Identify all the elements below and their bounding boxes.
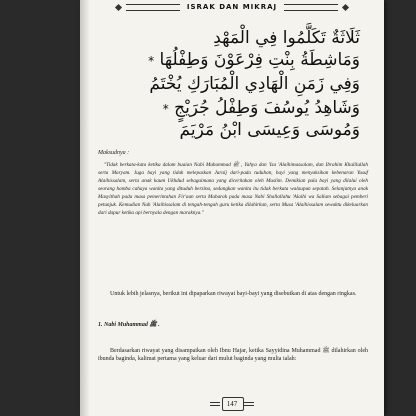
arabic-verse-text: ثَلَاثَةٌ تَكَلَّمُوا فِي الْمَهْدِ (213, 28, 360, 48)
ornament-diamond-right (342, 3, 349, 10)
arabic-verse-line-5 (110, 122, 360, 139)
translation-quote: "Tidak berkata-kata ketika dalam buaian Nabi Muhammad ﷺ , Yahya dan 'Isa 'Alaihimassalam, dan Ibrahim Khalilullah serta Maryam. Juga bayi yang tidak melepaskan Juraij dari-pada tuduhan, bayi yang menyaksikan kebenaran Yusuf Alaihissalam, serta anak kaum Ukhdud sebagaimana yang diceritakan oleh Muslim. Demikian pula bayi yang dilalui oleh seorang hamba cahaya wanita yang dituduh berzina, sedangkan wanita itu tidak berkata walaupun sepatah. Selanjutnya anak Masyithah pada masa pemerintahan Fir'aun serta Mubarak pada masa Nabi Shallallahu 'Alaihi wa Sallam sebagai pemberi petunjuk. Kemudian Nuh 'Alaihissalam di tengah-tengah guru ketika dilahirkan, serta Musa 'Alaihissalam sewaktu dikeluarkan dari dapur ketika api bernyala dengan maraknya." (98, 162, 368, 216)
arabic-verse-text: وَمَاشِطَةُ بِنْتِ فِرْعَوْنَ وَطِفْلُهَا (159, 50, 360, 70)
ornament-rule-left (126, 4, 180, 11)
arabic-verse-text: وَفِي زَمَنِ الْهَادِي الْمُبَارَكِ يُخْتَمُ (149, 74, 360, 94)
verse-star-marker: * (162, 102, 169, 116)
verse-star-marker: * (148, 54, 155, 68)
arabic-verse-line-4 (110, 100, 360, 117)
arabic-verse-text: وَشَاهِدُ يُوسُفَ وَطِفْلُ جُرَيْجٍ (174, 98, 360, 118)
arabic-verse-line-3 (110, 76, 360, 93)
arabic-verse-line-2 (110, 52, 360, 69)
page-number: 147 (226, 400, 238, 408)
body-paragraph: Berdasarkan riwayat yang disampaikan oleh Ibnu Hajar, ketika Sayyidina Muhammad ﷺ dilahirkan oleh ibunda baginda, kalimat pertama yang keluar dari mulut baginda yang mulia ialah: (98, 348, 369, 362)
running-header (114, 2, 350, 12)
chapter-title: ISRAK DAN MIKRAJ (186, 3, 278, 11)
ornament-rule-right (284, 4, 338, 11)
arabic-verse-line-1 (110, 30, 360, 47)
maksudnya-label: Maksudnya : (98, 150, 130, 156)
arabic-verse-text: وَمُوسَى وَعِيسَى ابْنُ مَرْيَمَ (179, 120, 360, 140)
ornament-wing-right (244, 402, 254, 406)
page-number-badge (210, 397, 254, 411)
ornament-wing-left (210, 402, 220, 406)
intro-paragraph: Untuk lebih jelasnya, berikut ini dipaparkan riwayat bayi-bayi yang disebutkan di atas dengan ringkas. (110, 291, 357, 297)
section-heading: 1. Nabi Muhammad ﷺ . (98, 322, 160, 328)
book-page (80, 0, 384, 416)
ornament-diamond-left (115, 3, 122, 10)
